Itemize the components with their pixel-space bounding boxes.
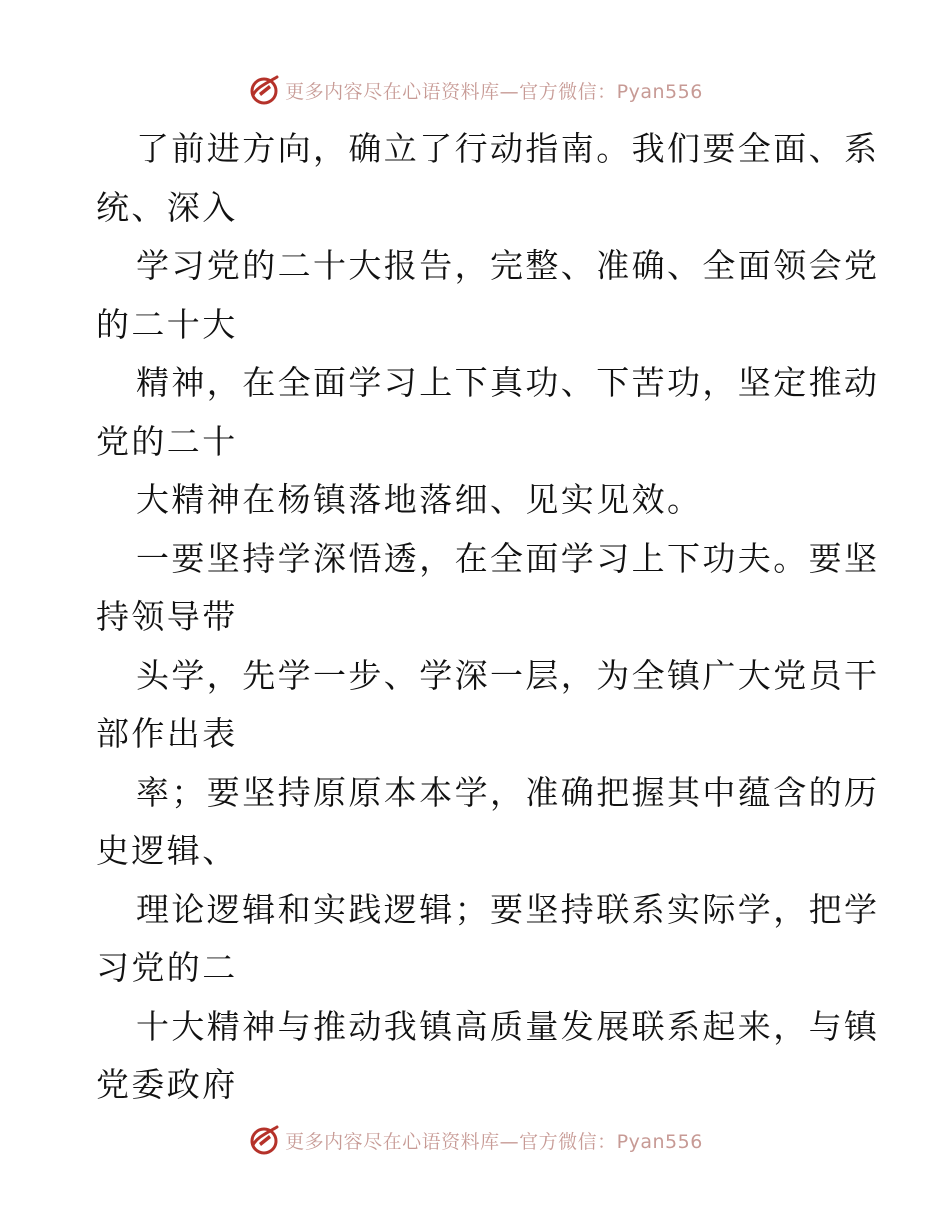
paragraph-line: 史逻辑、 (96, 831, 238, 870)
pen-circle-logo-icon (247, 1123, 281, 1157)
header-banner-text: 更多内容尽在心语资料库—官方微信：Pyan556 (285, 80, 703, 103)
footer-watermark-banner (0, 1120, 950, 1160)
paragraph-line: 率；要坚持原原本本学，准确把握其中蕴含的历 (136, 772, 880, 812)
paragraph-line: 精神，在全面学习上下真功、下苦功，坚定推动 (136, 363, 880, 402)
paragraph-line: 统、深入 (96, 187, 238, 227)
header-watermark-banner (0, 70, 950, 110)
paragraph-line: 大精神在杨镇落地落细、见实见效。 (136, 480, 703, 519)
pen-circle-logo-icon (247, 73, 281, 107)
paragraph-line: 党的二十 (96, 421, 238, 461)
paragraph-line: 理论逻辑和实践逻辑；要坚持联系实际学，把学 (136, 889, 880, 929)
paragraph-line: 部作出表 (96, 714, 238, 753)
paragraph-line: 的二十大 (96, 304, 238, 344)
paragraph-line: 习党的二 (96, 948, 238, 987)
paragraph-line: 党委政府 (96, 1065, 238, 1104)
footer-banner-text: 更多内容尽在心语资料库—官方微信：Pyan556 (285, 1130, 703, 1153)
paragraph-line: 一要坚持学深悟透，在全面学习上下功夫。要坚 (136, 538, 880, 578)
paragraph-line: 头学，先学一步、学深一层，为全镇广大党员干 (136, 655, 880, 695)
paragraph-line: 持领导带 (96, 597, 238, 636)
paragraph-line: 学习党的二十大报告，完整、准确、全面领会党 (136, 246, 880, 285)
document-body (96, 120, 880, 1115)
paragraph-line: 十大精神与推动我镇高质量发展联系起来，与镇 (136, 1006, 880, 1046)
paragraph-line: 了前进方向，确立了行动指南。我们要全面、系 (136, 129, 880, 168)
